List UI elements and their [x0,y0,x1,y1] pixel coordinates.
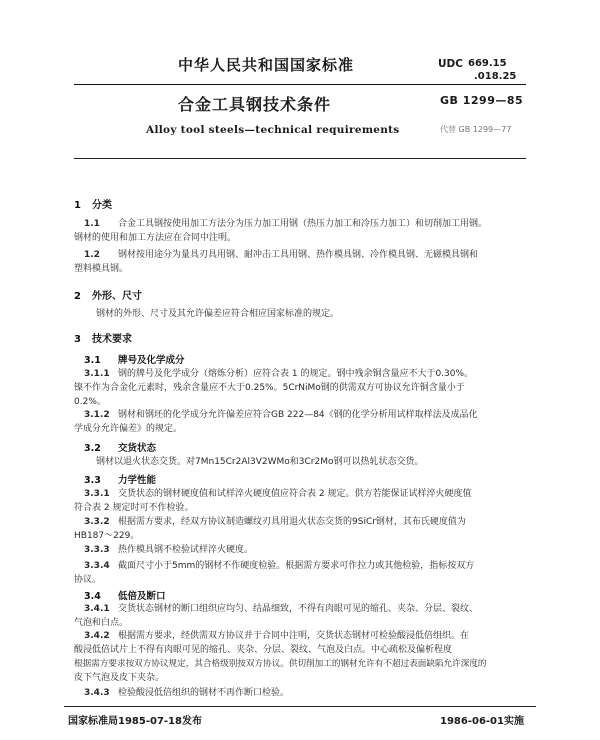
clause-number: 3.4.3 [84,688,110,698]
clause-text: 交货状态钢材的断口组织应均匀、结晶细致，不得有肉眼可见的缩孔、夹杂、分层、裂纹、 [118,604,479,614]
section-3-heading [74,330,132,345]
udc-code-line2: .018.25 [474,71,517,82]
clause-number: 1.2 [84,250,100,260]
clause-text: 根据需方要求，经供需双方协议并于合同中注明，交货状态钢材可检验酸浸低倍组织。在 [118,631,470,641]
footer-rule [64,706,536,707]
section-1-heading [74,196,112,211]
clause-title: 力学性能 [118,475,157,486]
section-title: 外形、尺寸 [92,291,142,302]
clause-text: 0.2%。 [74,397,106,407]
clause-number: 3.1.2 [84,410,110,420]
clause-number: 3.1 [84,355,101,366]
clause-number: 3.1.1 [84,369,110,379]
clause-text: 皮下气泡及皮下夹杂。 [74,673,165,683]
gb-number: GB 1299—85 [440,94,524,107]
clause-text: 截面尺寸小于5mm的钢材不作硬度检验。根据需方要求可作拉力或其他检验，指标按双方 [118,561,475,571]
clause-3-1-2 [74,408,528,436]
clause-text: 符合表 2 规定时可不作检验。 [74,503,194,513]
clause-number: 3.4 [84,591,101,602]
clause-text: 钢的牌号及化学成分（熔炼分析）应符合表 1 的规定。钢中残余铜含量应不大于0.30%。 [118,369,474,379]
clause-text: 根据需方要求，经双方协议制造螺纹刃具用退火状态交货的9SiCr钢材，其布氏硬度值为 [118,517,466,527]
clause-text: 塑料模具钢。 [74,264,129,274]
clause-text: 酸浸低倍试片上不得有肉眼可见的缩孔、夹杂、分层、裂纹、气泡及白点。中心疏松及偏析程度 [74,645,453,655]
clause-text: 气泡和白点。 [74,618,129,628]
clause-number: 3.3.4 [84,561,110,571]
udc-code-line1: 669.15 [468,58,507,69]
clause-text: 合金工具钢按使用加工方法分为压力加工用钢（热压力加工和冷压力加工）和切削加工用钢。 [118,219,488,229]
replaces-note: 代替 GB 1299—77 [440,125,512,134]
section-2-heading [74,287,142,302]
section-3-3-heading [84,472,156,486]
clause-number: 3.3.2 [84,517,110,527]
clause-3-4-2 [74,629,528,685]
section-number: 3 [74,334,81,345]
clause-1-2 [74,248,528,276]
header-rule [74,84,526,85]
clause-3-3-3 [84,543,528,557]
clause-text: 学成分允许偏差》的规定。 [74,424,183,434]
clause-number: 1.1 [84,219,100,229]
clause-1-1 [74,217,528,245]
clause-text: 交货状态的钢材硬度值和试样淬火硬度值应符合表 2 规定。供方若能保证试样淬火硬度值 [118,489,472,499]
clause-number: 3.3.1 [84,489,110,499]
clause-text: 镍不作为合金化元素时，残余含量应不大于0.25%。5CrNiMo钢的供需双方可协议允许铜含量小于 [74,383,465,393]
clause-text: 热作模具钢不检验试样淬火硬度。 [118,545,254,555]
clause-number: 3.3.3 [84,545,110,555]
clause-text: HB187～229。 [74,531,140,541]
section-number: 1 [74,200,81,211]
udc-label: UDC [438,58,463,70]
clause-text: 检验酸浸低倍组织的钢材不再作断口检验。 [118,688,290,698]
title-rule [74,158,526,159]
clause-text: 协议。 [74,575,102,585]
section-3-2-text: 钢材以退火状态交货。对7Mn15Cr2Al3V2WMo和3Cr2Mo钢可以热轧状态交货。 [96,457,424,467]
standard-title-en: Alloy tool steels—technical requirements [146,124,400,136]
clause-3-3-2 [74,515,528,543]
section-3-2-heading [84,440,156,454]
clause-3-4-1 [74,602,528,630]
section-3-1-heading [84,352,185,366]
country-standard-heading: 中华人民共和国国家标准 [178,56,355,74]
clause-number: 3.4.2 [84,631,110,641]
issuer-date: 国家标准局1985-07-18发布 [68,716,202,727]
section-title: 分类 [92,200,112,211]
clause-text: 钢材按用途分为量具刃具用钢、耐冲击工具用钢、热作模具钢、冷作模具钢、无磁模具钢和 [118,250,479,260]
clause-number: 3.2 [84,443,101,454]
clause-text: 钢材和钢坯的化学成分允许偏差应符合GB 222—84《钢的化学分析用试样取样法及成品化 [118,410,478,420]
section-number: 2 [74,291,81,302]
clause-number: 3.3 [84,475,101,486]
clause-text: 钢材的使用和加工方法应在合同中注明。 [74,233,237,243]
section-3-4-heading [84,588,166,602]
clause-3-4-3 [84,686,528,700]
clause-title: 交货状态 [118,443,157,454]
clause-3-1-1 [74,367,528,409]
clause-title: 牌号及化学成分 [118,355,185,366]
effective-date: 1986-06-01实施 [440,716,524,727]
clause-3-3-1 [74,487,528,515]
standard-title-cn: 合金工具钢技术条件 [178,95,332,114]
section-2-text: 钢材的外形、尺寸及其允许偏差应符合相应国家标准的规定。 [96,309,340,319]
section-title: 技术要求 [92,334,132,345]
clause-number: 3.4.1 [84,604,110,614]
clause-text: 根据需方要求按双方协议规定，其合格级别按双方协议。供切削加工的钢材允许有不超过表面缺陷允许深度的 [74,659,487,669]
clause-title: 低倍及断口 [118,591,166,602]
clause-3-3-4 [74,559,528,587]
